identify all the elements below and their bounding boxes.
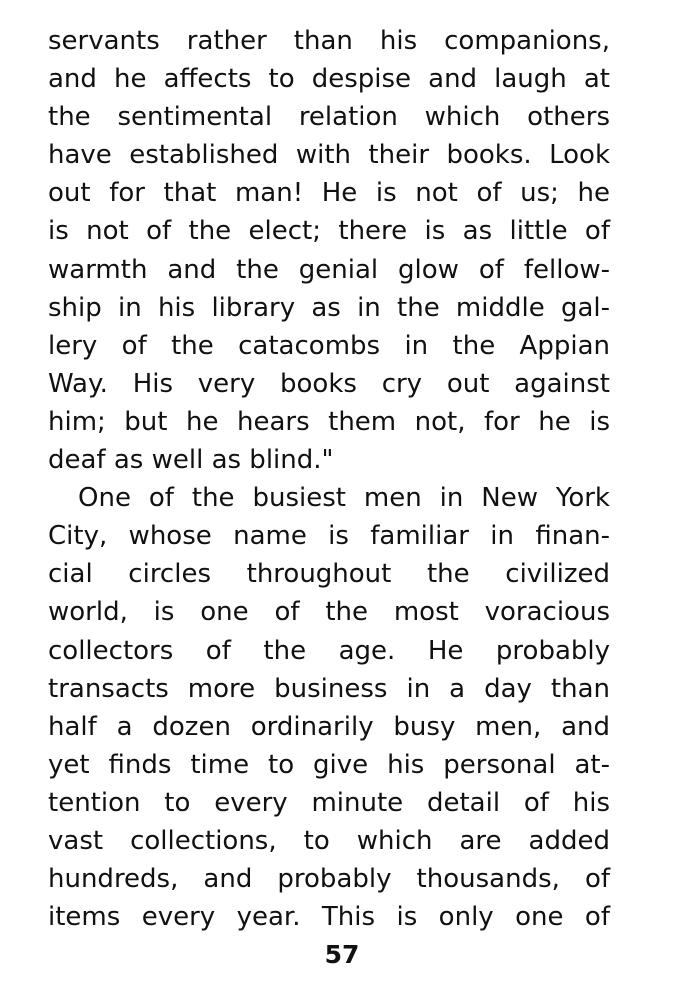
- text-line: ship in his library as in the middle gal-: [48, 292, 610, 323]
- text-line: items every year. This is only one of: [48, 902, 610, 933]
- text-line: and he affects to despise and laugh at: [48, 64, 610, 95]
- text-line: transacts more business in a day than: [48, 673, 610, 704]
- text-line: hundreds, and probably thousands, of: [48, 864, 610, 895]
- page-body: [48, 22, 610, 936]
- text-line: the sentimental relation which others: [48, 102, 610, 133]
- text-line: Way. His very books cry out against: [48, 368, 610, 399]
- text-line: deaf as well as blind.": [48, 445, 334, 476]
- text-line: tention to every minute detail of his: [48, 787, 610, 818]
- text-line: is not of the elect; there is as little of: [48, 216, 610, 247]
- text-line: City, whose name is familiar in finan-: [48, 521, 610, 552]
- text-line: yet finds time to give his personal at-: [48, 749, 610, 780]
- text-line: One of the busiest men in New York: [78, 483, 610, 514]
- text-line: lery of the catacombs in the Appian: [48, 330, 610, 361]
- paragraph-1: [48, 22, 610, 479]
- text-line: out for that man! He is not of us; he: [48, 178, 610, 209]
- text-line: half a dozen ordinarily busy men, and: [48, 711, 610, 742]
- paragraph-2: [48, 479, 610, 936]
- text-line: cial circles throughout the civilized: [48, 559, 610, 590]
- text-line: him; but he hears them not, for he is: [48, 406, 610, 437]
- text-line: have established with their books. Look: [48, 140, 610, 171]
- text-line: world, is one of the most voracious: [48, 597, 610, 628]
- text-line: warmth and the genial glow of fellow-: [48, 254, 610, 285]
- page-number: 57: [324, 940, 360, 969]
- text-line: collectors of the age. He probably: [48, 635, 610, 666]
- text-line: vast collections, to which are added: [48, 825, 610, 856]
- text-line: servants rather than his companions,: [48, 26, 610, 56]
